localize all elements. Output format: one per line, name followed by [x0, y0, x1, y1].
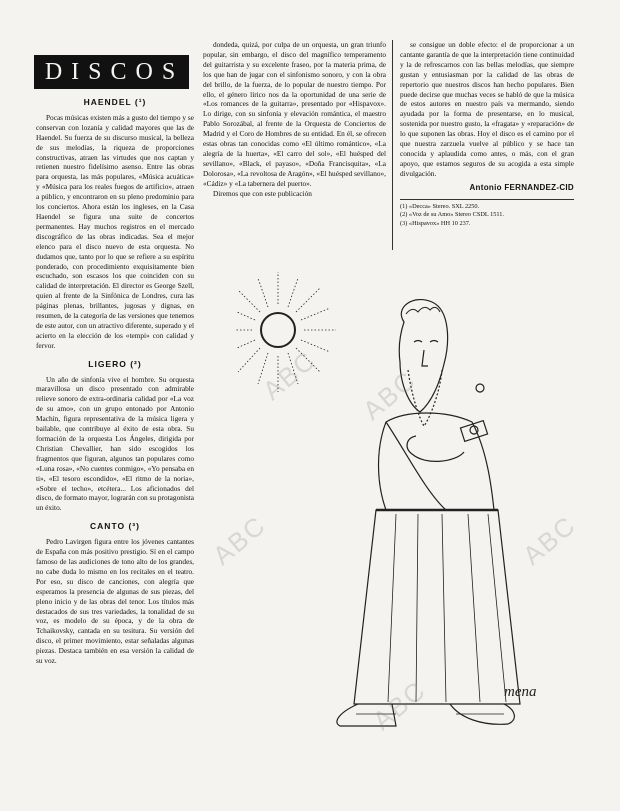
footnotes: [400, 199, 574, 229]
author-signature: Antonio FERNANDEZ-CID: [469, 182, 574, 192]
classical-figure: [337, 300, 520, 726]
watermark-1: ABC: [256, 344, 322, 406]
watermark-2: ABC: [356, 364, 422, 426]
footnote-3: (3) «Hispavox» HH 10 237.: [400, 219, 471, 227]
watermark-5: ABC: [366, 674, 432, 736]
middle-paragraph-closing: Diremos que con este publicación: [213, 188, 312, 198]
ligero-heading: LIGERO (²): [88, 358, 142, 369]
watermark-3: ABC: [206, 509, 272, 571]
footnote-2: (2) «Voz de su Amo» Stereo CSDL 1511.: [400, 211, 505, 219]
haendel-heading: HAENDEL (¹): [83, 97, 147, 107]
column-middle: [203, 40, 386, 199]
watermark-4: ABC: [516, 509, 582, 571]
haendel-paragraph: Pocas músicas existen más a gusto del tiempo y se conservan con lozanía y calidad mayores que las de Haendel. Su fuerza de su discurso musical, la belleza de sus melodías, la riqueza de proporciones constructivas, atraen las virtudes que nos captan y retienen nuestro fidelísimo asenso. Entre las obras para orquesta, las más populares, «Música acuática» y «Música para los reales fuegos de artificio», atraen a público, y encontraron en su pleno predominio para los conciertos. Ahora están los ingleses, en la Casa Haendel se figura una suite de concertos permanentes. Hay muchos registros en el mercado discográfico de las obras indicadas. Sea el mejor elenco para el disco nuevo de esta orquesta. No dudamos que, tanto por lo que se refiere a su espíritu ponderado, con procedimiento exquisitamente bien escuchado, son escasos los que coinciden con su calidad de interpretación. El director es George Szell, quien al frente de la Sinfónica de Londres, cura las páginas plenas, brillantes, jugosas y dignas, en resumen, de la categoría de las versiones que tenemos de este autor, con un atractivo diferente, superado y el acierto en la elección de los «tempi» con calidad y fervor.: [36, 112, 194, 350]
middle-paragraph: dondeda, quizá, por culpa de un orquesta, un gran triunfo popular, sin embargo, el disco del magnífico temperamento del guitarrista y su excelente fraseo, por la materia prima, de los que han de jugar con el sinfonismo sonoro, y con la obra del brillo, de la fuerza, de lo popular de nuestro tiempo. Por ello, el género lírico nos da la oportunidad de una serie de «Los romances de la guitarra», presentado por «Hispavox». Lo dirige, con su sinfonía y elevación romántica, el maestro Pablo Sorozábal, al frente de la Orquesta de Conciertos de Madrid y el Coro de Hombres de su entidad. En él, se ofrecen estas obras tan conocidas como «El último romántico», «La alegría de la huerta», «El carro del sol», «El huésped del sevillano», «Black, el payaso», «Doña Francisquita», «La Dolorosa», «La revoltosa de Aragón», «El huésped sevillano», «Cádiz» y «La tabernera del puerto».: [203, 40, 386, 188]
right-paragraph: se consigue un doble efecto: el de proporcionar a un cantante garantía de que la interpretación tiene continuidad y la de refrescarnos con las bellas melodías, que siempre gustan y entusiasman por la calidad de las obras de repertorio que nuestros discos han hecho populares. Bien puede decirse que muchas veces se habló de que la música de estos autores en nuestro país va mermando, siendo ayudada por la forma de presentarse, en lo musical, sostenida por nuestro gusto, la «fragata» y «reparación» de lo que suponen las obras. Hoy el disco es el camino por el que nuestra zarzuela vuelve al público y se hace tan conocida y aplaudida como antes, o más, con el gran apoyo, que estamos seguros de su acogida a esta simple divulgación.: [400, 40, 574, 178]
cartoon-illustration: [236, 252, 588, 742]
canto-heading: CANTO (³): [90, 521, 140, 532]
column-divider: [392, 40, 393, 250]
ligero-paragraph: Un año de sinfonía vive el hombre. Su orquesta maravillosa un disco presentado con admirable relieve sonoro de extra-ordinaria calidad por «La voz de su amo», con un grupo entonado por Antonio Machín, figura representativa de la música ligera y bailable, que contribuye al éxito de esta obra. Su formación de la orquesta Los Ángeles, dirigida por Christian Chevallier, han sido escogidos los fragmentos que figuran, algunos tan populares como «Luna rosa», «No cuentes conmigo», «Yo pensaba en ti», «El tesoro escondido», «El ritmo de la noria», «Sobre el techo», etcétera... Los aficionados del disco, de formato mayor, lograrán con su protagonista un éxito.: [36, 374, 194, 513]
artist-signature: mena: [504, 684, 537, 700]
canto-paragraph: Pedro Lavirgen figura entre los jóvenes cantantes de España con más positivo prestigio. Sí en el campo famoso de las audiciones de tono alto de los grandes, no cabe duda lo mismo en los recitales en el teatro. Por eso, su disco de canciones, con alegría que esperamos la presencia de algunas de sus piezas, del pleno inicio y de las obras del tenor. Los títulos más destacados de sus tres variedades, la tonalidad de su voz, es modelo de su época, y de la obra de Tchaikovsky, cantada en su tesitura. Su versión del disco, el primer movimiento, estar señaladas algunas piezas. Destaca también en esa versión la calidad de su voz.: [36, 537, 194, 666]
column-left: [36, 92, 194, 666]
section-masthead: DISCOS: [34, 55, 189, 89]
footnote-1: (1) «Decca» Stereo. SXL 2250.: [400, 202, 480, 210]
column-right: [400, 40, 574, 228]
